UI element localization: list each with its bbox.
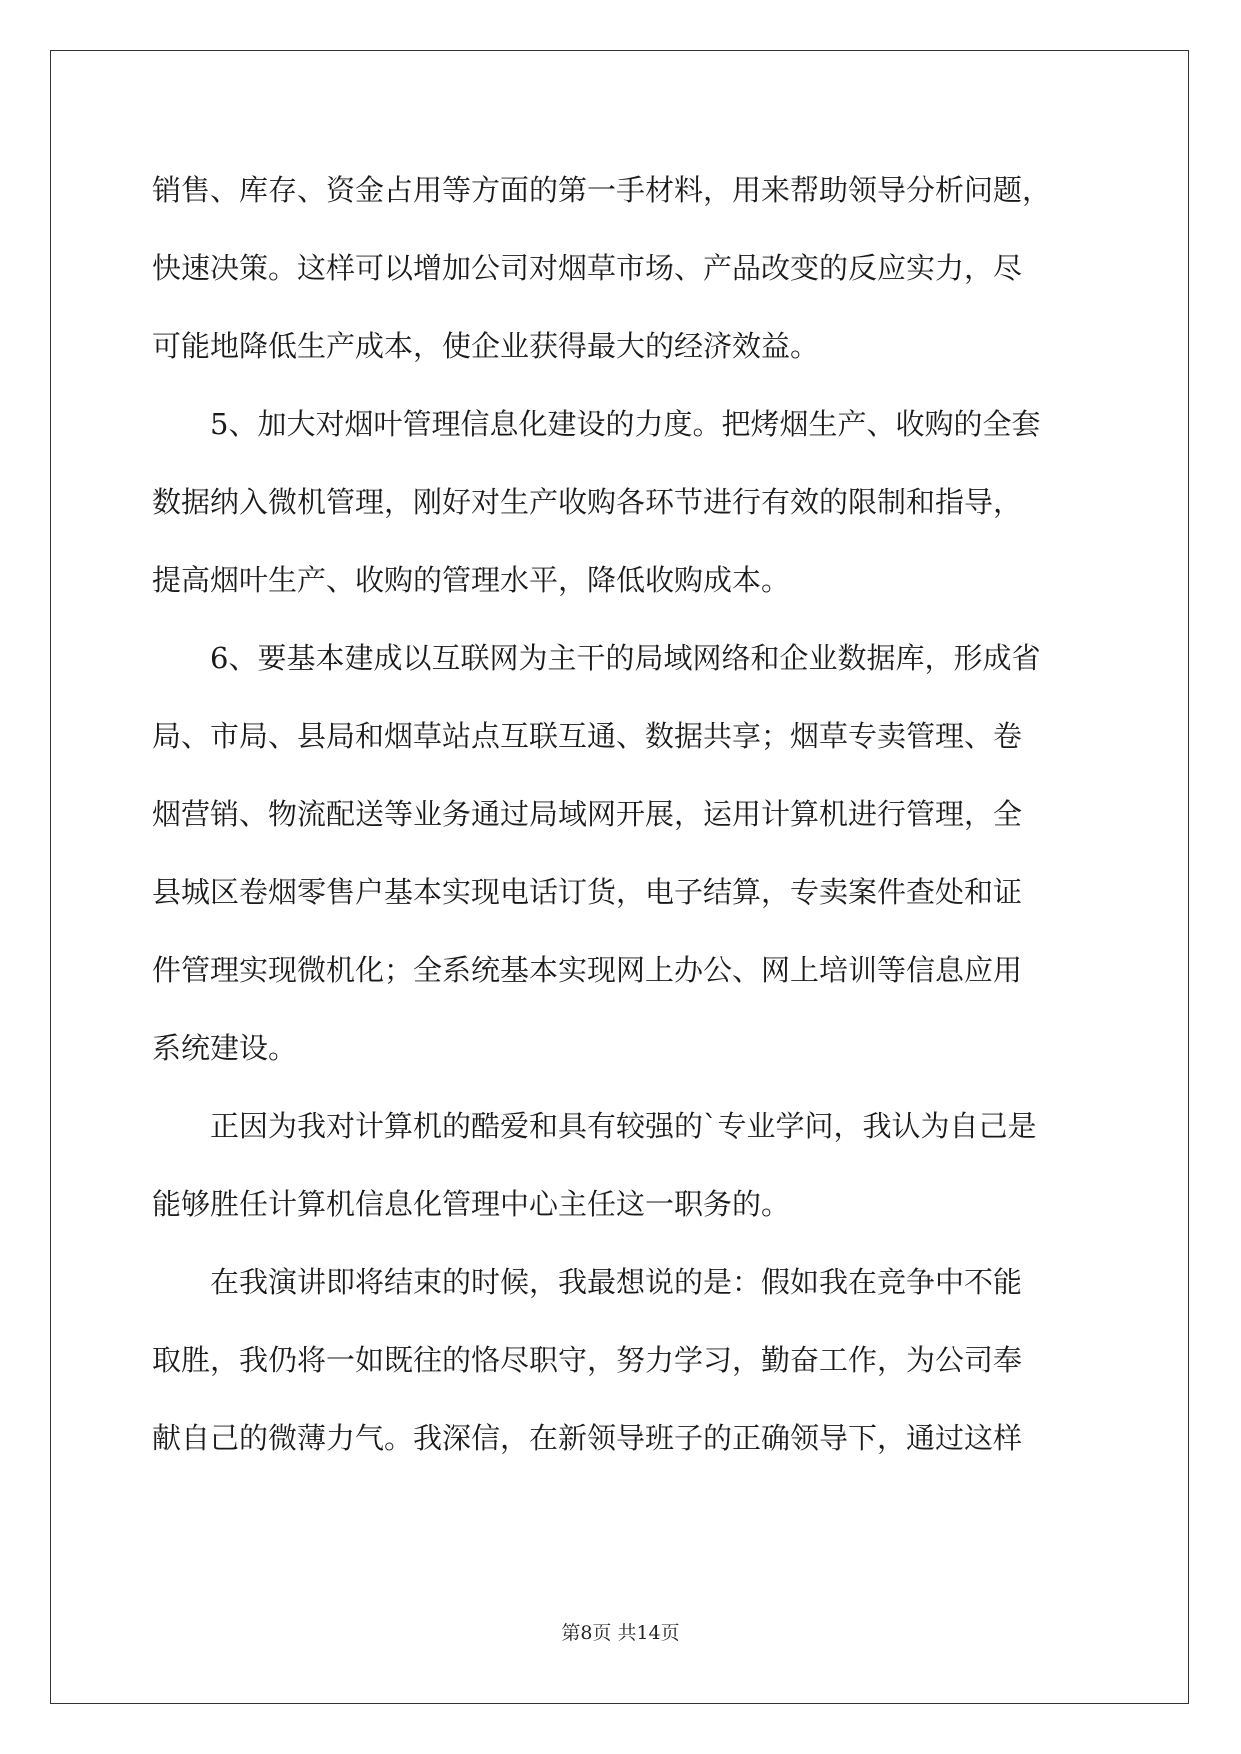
- text-line: 取胜，我仍将一如既往的恪尽职守，努力学习，勤奋工作，为公司奉: [152, 1343, 1023, 1377]
- text-line: 快速决策。这样可以增加公司对烟草市场、产品改变的反应实力，尽: [152, 251, 1023, 285]
- text-line: 系统建设。: [152, 1031, 298, 1065]
- text-line: 销售、库存、资金占用等方面的第一手材料，用来帮助领导分析问题，: [152, 173, 1052, 207]
- text-line: 数据纳入微机管理，刚好对生产收购各环节进行有效的限制和指导，: [152, 485, 1023, 519]
- text-line: 局、市局、县局和烟草站点互联互通、数据共享；烟草专卖管理、卷: [152, 719, 1023, 753]
- text-line: 能够胜任计算机信息化管理中心主任这一职务的。: [152, 1187, 791, 1221]
- paragraph-first-line: 6、要基本建成以互联网为主干的局域网络和企业数据库，形成省: [210, 641, 1041, 675]
- page-number-footer: 第8页 共14页: [561, 1622, 680, 1644]
- text-line: 献自己的微薄力气。我深信，在新领导班子的正确领导下，通过这样: [152, 1421, 1023, 1455]
- paragraph-first-line: 在我演讲即将结束的时候，我最想说的是：假如我在竞争中不能: [210, 1265, 1023, 1299]
- text-line: 烟营销、物流配送等业务通过局域网开展，运用计算机进行管理，全: [152, 797, 1023, 831]
- text-line: 可能地降低生产成本，使企业获得最大的经济效益。: [152, 329, 820, 363]
- paragraph-first-line: 5、加大对烟叶管理信息化建设的力度。把烤烟生产、收购的全套: [210, 407, 1041, 441]
- text-line: 件管理实现微机化；全系统基本实现网上办公、网上培训等信息应用: [152, 953, 1023, 987]
- text-line: 县城区卷烟零售户基本实现电话订货，电子结算，专卖案件查处和证: [152, 875, 1023, 909]
- paragraph-first-line: 正因为我对计算机的酷爱和具有较强的`专业学问，我认为自己是: [210, 1109, 1037, 1143]
- text-line: 提高烟叶生产、收购的管理水平，降低收购成本。: [152, 563, 791, 597]
